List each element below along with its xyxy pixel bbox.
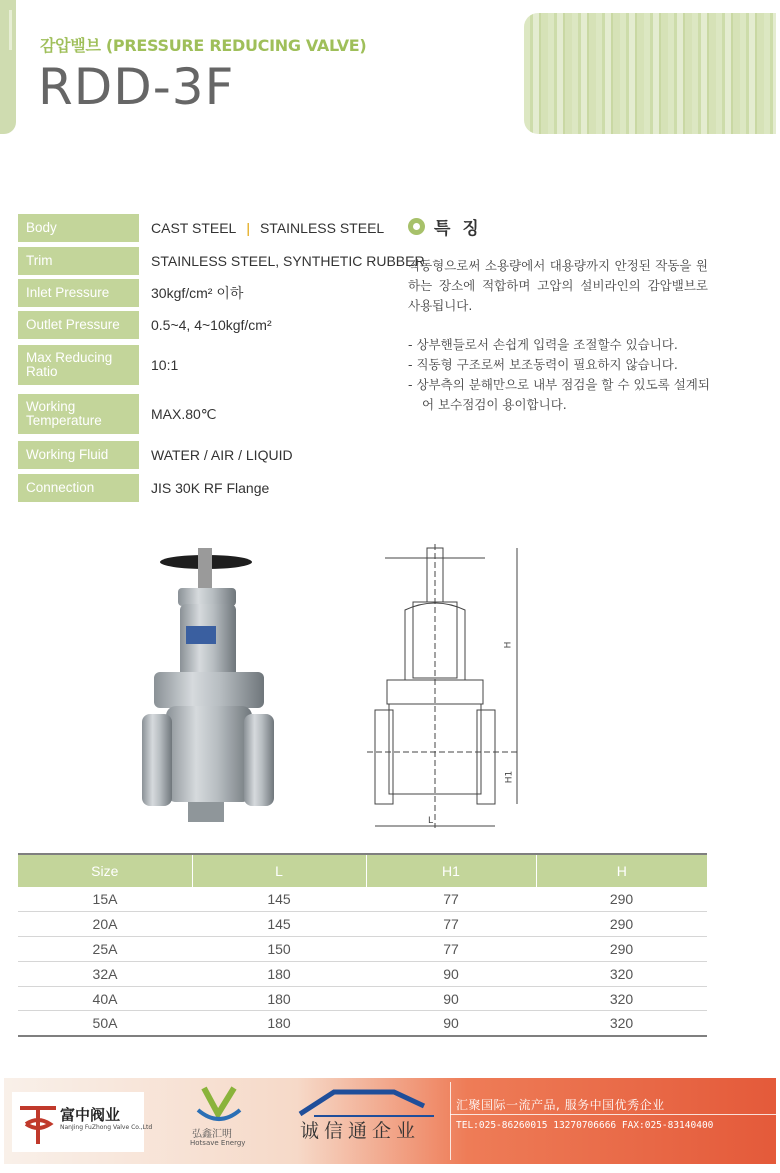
spec-value: 30kgf/cm² 이하: [151, 285, 244, 301]
spec-value: STAINLESS STEEL, SYNTHETIC RUBBER: [151, 253, 425, 269]
spec-value-b: STAINLESS STEEL: [259, 220, 385, 236]
table-cell: 290: [536, 912, 707, 937]
spec-label: Inlet Pressure: [18, 279, 139, 307]
header-stripe-banner: [524, 13, 776, 134]
feature-item: - 상부측의 분해만으로 내부 점검을 할 수 있도록 설계되어 보수점검이 용이합니다.: [408, 377, 710, 412]
table-cell: 77: [366, 937, 536, 962]
features-list: [408, 335, 713, 415]
spec-value: [151, 214, 384, 242]
spec-label: Max Reducing Ratio: [18, 345, 139, 385]
separator-bar: |: [246, 220, 250, 236]
table-cell: 20A: [18, 912, 192, 937]
spec-label: Body: [18, 214, 139, 242]
table-cell: 145: [192, 912, 366, 937]
features-description: 직동형으로써 소용량에서 대용량까지 안정된 작동을 원하는 장소에 적합하며 고압의 설비라인의 감압밸브로 사용됩니다.: [408, 258, 708, 313]
valve-photo: [138, 540, 288, 830]
spec-value: 10:1: [151, 357, 179, 373]
table-cell: 180: [192, 961, 366, 986]
product-subtitle: 감압밸브 (PRESSURE REDUCING VALVE): [40, 36, 367, 55]
table-cell: 150: [192, 937, 366, 962]
table-cell: 15A: [18, 887, 192, 912]
table-row: [18, 986, 707, 1011]
table-cell: 90: [366, 986, 536, 1011]
column-header: H1: [366, 854, 536, 887]
spec-label: Trim: [18, 247, 139, 275]
table-cell: 77: [366, 912, 536, 937]
table-cell: 320: [536, 961, 707, 986]
valve-drawing: [365, 540, 525, 840]
dimension-table: [18, 853, 707, 1037]
product-model: RDD-3F: [38, 58, 235, 116]
table-cell: 290: [536, 887, 707, 912]
column-header: Size: [91, 863, 119, 879]
spec-value: MAX.80℃: [151, 405, 217, 422]
table-header-row: [18, 854, 707, 887]
brand3-name: 诚信通企业: [300, 1120, 421, 1142]
table-row: [18, 1011, 707, 1036]
table-cell: 180: [192, 1011, 366, 1036]
dimension-label-h: H: [503, 641, 514, 649]
table-cell: 50A: [18, 1011, 192, 1036]
header-accent-bar: [0, 0, 16, 134]
footer-divider: [450, 1114, 776, 1115]
dimension-label-l: L: [428, 816, 434, 826]
table-cell: 32A: [18, 961, 192, 986]
table-cell: 25A: [18, 937, 192, 962]
table-cell: 290: [536, 937, 707, 962]
hotsave-logo-icon: [194, 1084, 244, 1124]
table-cell: 320: [536, 986, 707, 1011]
table-row: [18, 937, 707, 962]
brand2-subtitle: Hotsave Energy: [190, 1139, 246, 1147]
footer-contact: TEL:025-86260015 13270706666 FAX:025-83140400: [456, 1120, 714, 1131]
table-cell: 77: [366, 887, 536, 912]
footer-banner: [4, 1078, 776, 1164]
brand1-name: 富中阀业: [60, 1106, 121, 1124]
spec-label: Working Temperature: [18, 394, 139, 434]
table-cell: 180: [192, 986, 366, 1011]
table-cell: 90: [366, 1011, 536, 1036]
table-row: [18, 912, 707, 937]
spec-label: Connection: [18, 474, 139, 502]
spec-value: WATER / AIR / LIQUID: [151, 447, 293, 463]
spec-label: Outlet Pressure: [18, 311, 139, 339]
feature-item: - 직동형 구조로써 보조동력이 필요하지 않습니다.: [408, 357, 678, 372]
dimension-label-h1: H1: [504, 770, 515, 784]
table-cell: 90: [366, 961, 536, 986]
table-cell: 320: [536, 1011, 707, 1036]
footer-divider: [450, 1082, 451, 1160]
brand1-subtitle: NanJing FuZhong Valve Co.,Ltd: [60, 1124, 153, 1131]
table-cell: 145: [192, 887, 366, 912]
bullet-circle-icon: [408, 218, 425, 235]
brand2-name: 弘鑫汇明: [192, 1129, 232, 1140]
feature-item: - 상부핸들로서 손쉽게 입력을 조절할수 있습니다.: [408, 337, 678, 352]
footer-slogan: 汇聚国际一流产品, 服务中国优秀企业: [456, 1098, 665, 1112]
column-header: L: [192, 854, 366, 887]
table-row: [18, 887, 707, 912]
features-title: 특징: [434, 219, 491, 239]
spec-value: 0.5~4, 4~10kgf/cm²: [151, 317, 272, 333]
table-cell: 40A: [18, 986, 192, 1011]
spec-value: JIS 30K RF Flange: [151, 480, 270, 496]
table-row: [18, 961, 707, 986]
spec-value-a: CAST STEEL: [151, 220, 237, 236]
spec-label: Working Fluid: [18, 441, 139, 469]
column-header: H: [536, 854, 707, 887]
